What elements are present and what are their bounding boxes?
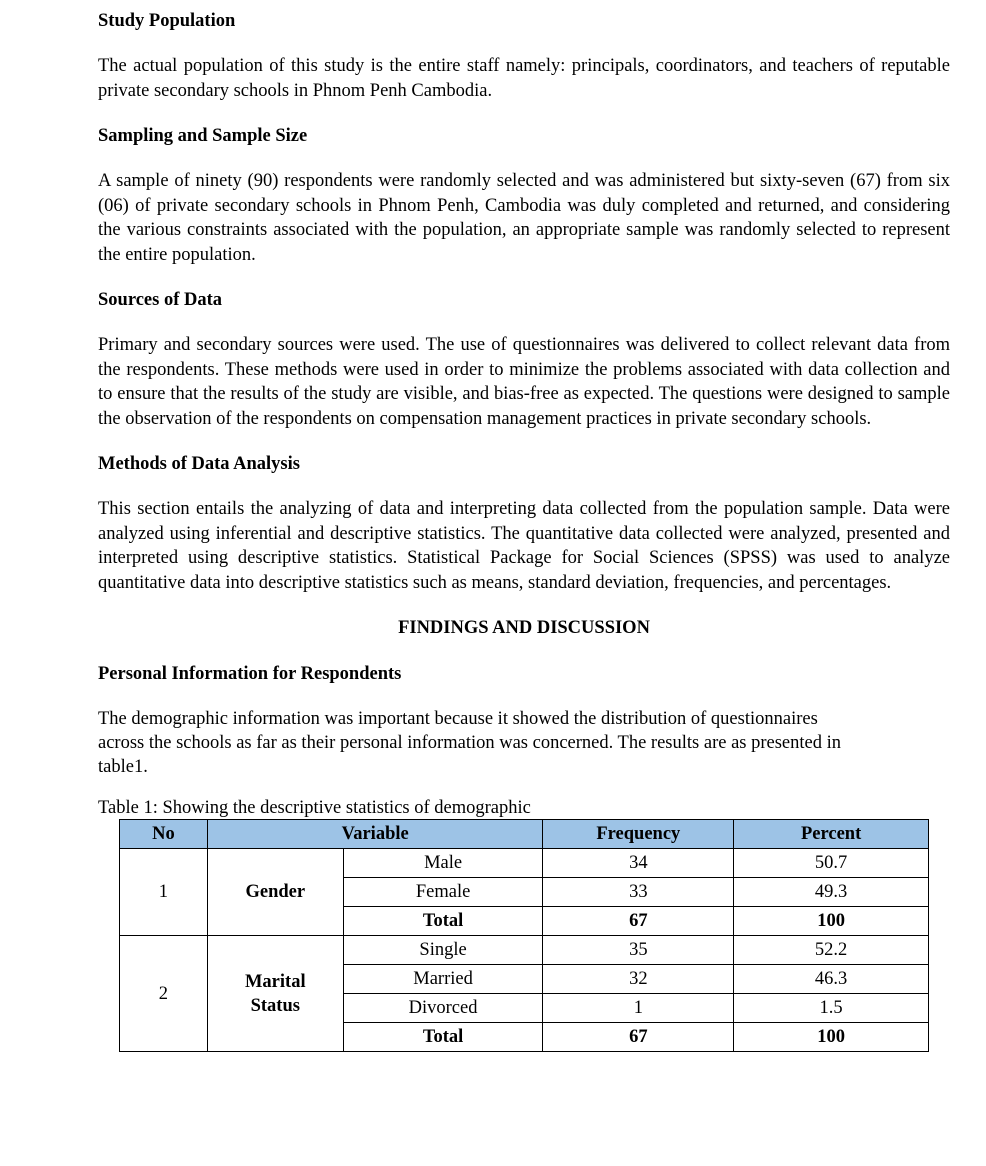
cell-no: 1 xyxy=(120,849,208,936)
cell-category: Married xyxy=(343,965,543,994)
table-row xyxy=(120,936,929,965)
cell-category: Female xyxy=(343,878,543,907)
table-header-row xyxy=(120,820,929,849)
table-caption: Table 1: Showing the descriptive statistics of demographic xyxy=(98,798,531,818)
demographic-table xyxy=(119,819,929,1052)
cell-category: Total xyxy=(343,907,543,936)
cell-variable: Gender xyxy=(207,849,343,936)
cell-percent: 100 xyxy=(734,1023,929,1052)
cell-frequency: 67 xyxy=(543,1023,734,1052)
paragraph-personal-information xyxy=(98,707,950,779)
cell-category: Total xyxy=(343,1023,543,1052)
paragraph-line: across the schools as far as their personal information was concerned. The results are as presented in xyxy=(98,733,841,753)
table-row xyxy=(120,849,929,878)
header-percent: Percent xyxy=(734,820,929,849)
paragraph-sampling: A sample of ninety (90) respondents were randomly selected and was administered but sixty-seven (67) from six (06) of private secondary schools in Phnom Penh, Cambodia was duly completed and returned, and considering the various constraints associated with the population, an appropriate sample was randomly selected to represent the entire population. xyxy=(98,171,950,265)
cell-percent: 100 xyxy=(734,907,929,936)
section-heading-study-population: Study Population xyxy=(98,11,236,31)
cell-frequency: 67 xyxy=(543,907,734,936)
cell-frequency: 35 xyxy=(543,936,734,965)
cell-frequency: 32 xyxy=(543,965,734,994)
paragraph-study-population: The actual population of this study is the entire staff namely: principals, coordinators, and teachers of reputable private secondary schools in Phnom Penh Cambodia. xyxy=(98,56,950,101)
cell-category: Single xyxy=(343,936,543,965)
paragraph-methods: This section entails the analyzing of data and interpreting data collected from the population sample. Data were analyzed using inferential and descriptive statistics. The quantitative data collected were analyzed, presented and interpreted using descriptive statistics. Statistical Package for Social Sciences (SPSS) was used to analyze quantitative data into descriptive statistics such as means, standard deviation, frequencies, and percentages. xyxy=(98,499,950,593)
cell-frequency: 34 xyxy=(543,849,734,878)
section-heading-sampling: Sampling and Sample Size xyxy=(98,126,308,146)
paragraph-sources: Primary and secondary sources were used. The use of questionnaires was delivered to collect relevant data from the respondents. These methods were used in order to minimize the problems associated with data collection and to ensure that the results of the study are visible, and bias-free as expected. The questions were designed to sample the observation of the respondents on compensation management practices in private secondary schools. xyxy=(98,335,950,429)
header-variable: Variable xyxy=(207,820,543,849)
cell-frequency: 33 xyxy=(543,878,734,907)
cell-category: Divorced xyxy=(343,994,543,1023)
cell-frequency: 1 xyxy=(543,994,734,1023)
paragraph-line: The demographic information was important because it showed the distribution of questionnaires xyxy=(98,709,818,729)
cell-percent: 49.3 xyxy=(734,878,929,907)
paragraph-line: table1. xyxy=(98,757,148,777)
document-page xyxy=(98,8,950,1052)
cell-percent: 52.2 xyxy=(734,936,929,965)
cell-percent: 46.3 xyxy=(734,965,929,994)
section-heading-methods: Methods of Data Analysis xyxy=(98,454,300,474)
header-no: No xyxy=(120,820,208,849)
cell-percent: 1.5 xyxy=(734,994,929,1023)
section-heading-sources: Sources of Data xyxy=(98,290,223,310)
cell-variable xyxy=(207,936,343,1052)
cell-no: 2 xyxy=(120,936,208,1052)
cell-category: Male xyxy=(343,849,543,878)
cell-variable-line: Status xyxy=(250,995,300,1016)
findings-heading: FINDINGS AND DISCUSSION xyxy=(398,618,650,638)
cell-variable-line: Marital xyxy=(244,971,306,992)
cell-percent: 50.7 xyxy=(734,849,929,878)
header-frequency: Frequency xyxy=(543,820,734,849)
section-heading-personal-information: Personal Information for Respondents xyxy=(98,664,402,684)
